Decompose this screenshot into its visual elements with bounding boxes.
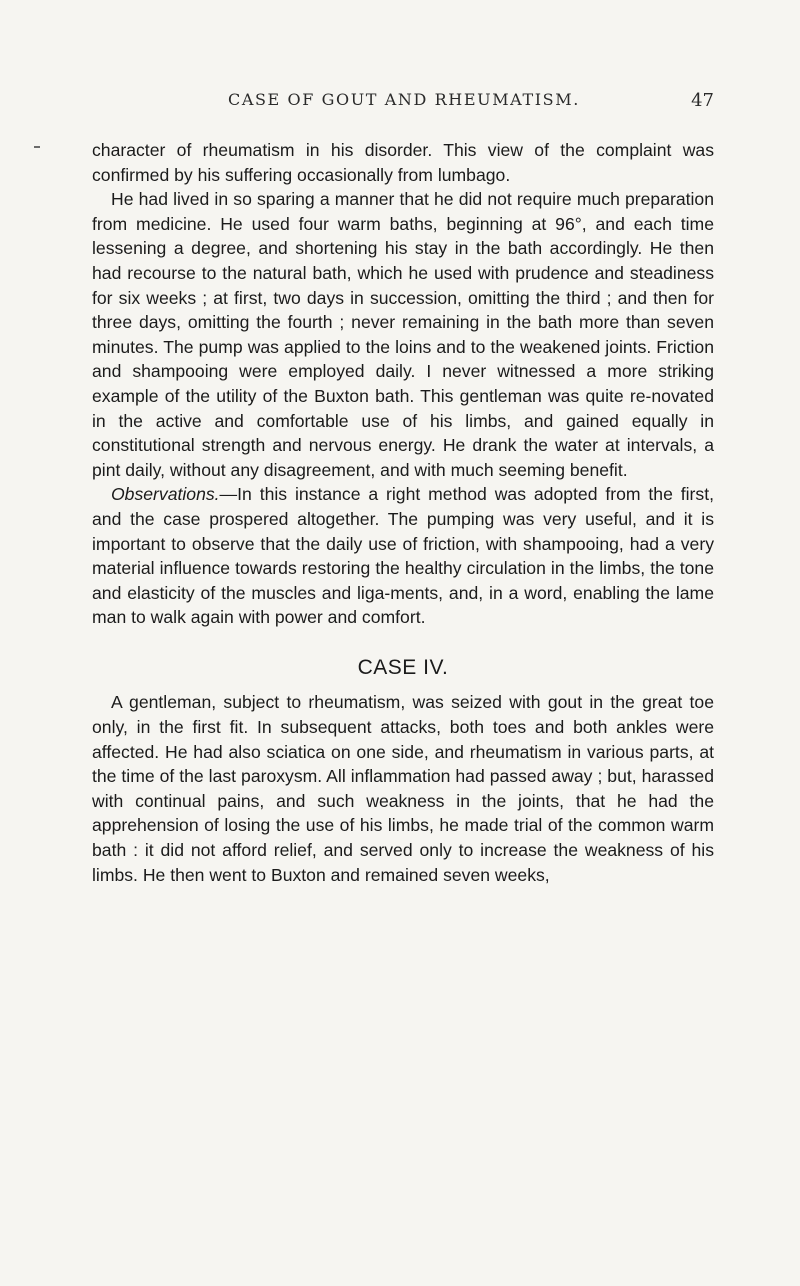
- body-text: [92, 138, 714, 887]
- paragraph-treatment: He had lived in so sparing a manner that he did not require much preparation from medicine. He used four warm baths, beginning at 96°, and each time lessening a degree, and shortening his stay in the bath accordingly. He then had recourse to the natural bath, which he used with prudence and steadiness for six weeks ; at first, two days in succession, omitting the third ; and then for three days, omitting the fourth ; never remaining in the bath more than seven minutes. The pump was applied to the loins and to the weakened joints. Friction and shampooing were employed daily. I never witnessed a more striking example of the utility of the Buxton bath. This gentleman was quite re-novated in the active and comfortable use of his limbs, and gained equally in constitutional strength and nervous energy. He drank the water at intervals, a pint daily, without any disagreement, and with much seeming benefit.: [92, 189, 714, 480]
- page-number: 47: [691, 90, 714, 111]
- case-heading: CASE IV.: [357, 655, 449, 679]
- paragraph-observations: [92, 482, 714, 630]
- margin-mark: [34, 146, 40, 148]
- paragraph-continuation: character of rheumatism in his disorder. This view of the complaint was confirmed by his suffering occasionally from lumbago.: [92, 140, 714, 185]
- observations-text: —In this instance a right method was adopted from the first, and the case prospered altogether. The pumping was very useful, and it is important to observe that the daily use of friction, with shampooing, had a very material influence towards restoring the healthy circulation in the limbs, the tone and elasticity of the muscles and liga-ments, and, in a word, enabling the lame man to walk again with power and comfort.: [92, 484, 714, 628]
- paragraph-case-four: A gentleman, subject to rheumatism, was seized with gout in the great toe only, in the first fit. In subsequent attacks, both toes and both ankles were affected. He had also sciatica on one side, and rheumatism in various parts, at the time of the last paroxysm. All inflammation had passed away ; but, harassed with continual pains, and such weakness in the joints, that he had the apprehension of losing the use of his limbs, he made trial of the common warm bath : it did not afford relief, and served only to increase the weakness of his limbs. He then went to Buxton and remained seven weeks,: [92, 692, 714, 885]
- observations-label: Observations.: [111, 484, 220, 505]
- page-header: [92, 90, 714, 116]
- running-head: CASE OF GOUT AND RHEUMATISM.: [228, 90, 580, 109]
